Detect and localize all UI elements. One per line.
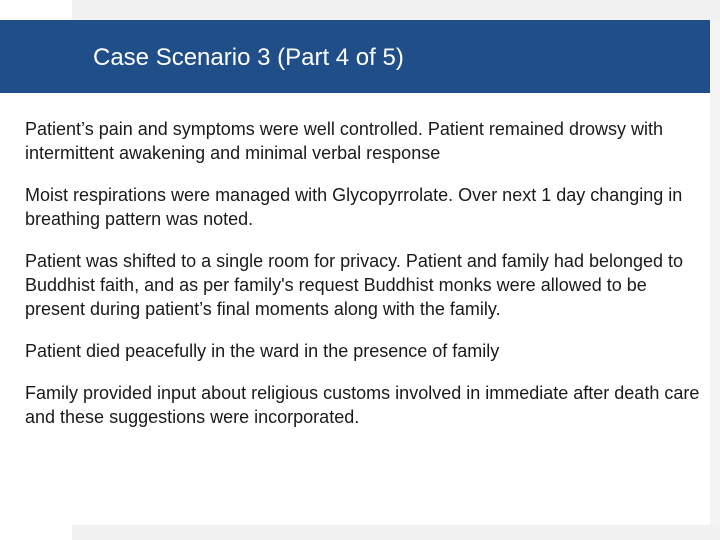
right-edge-decor (710, 20, 720, 525)
paragraph-pain-control: Patient’s pain and symptoms were well controlled. Patient remained drowsy with intermittent awakening and minimal verbal response (25, 119, 663, 163)
paragraph-death: Patient died peacefully in the ward in the presence of family (25, 341, 500, 361)
paragraph-respirations: Moist respirations were managed with Glycopyrrolate. Over next 1 day changing in breathing pattern was noted. (25, 185, 683, 229)
paragraph-family-input: Family provided input about religious customs involved in immediate after death care and these suggestions were incorporated. (25, 383, 700, 427)
bottom-decor-strip (72, 525, 720, 540)
paragraph-single-room: Patient was shifted to a single room for privacy. Patient and family had belonged to Buddhist faith, and as per family's request Buddhist monks were allowed to be present during patient’s final moments along with the family. (25, 251, 684, 319)
top-decor-strip (72, 0, 720, 20)
slide-title: Case Scenario 3 (Part 4 of 5) (93, 44, 404, 71)
slide-body (25, 117, 705, 447)
